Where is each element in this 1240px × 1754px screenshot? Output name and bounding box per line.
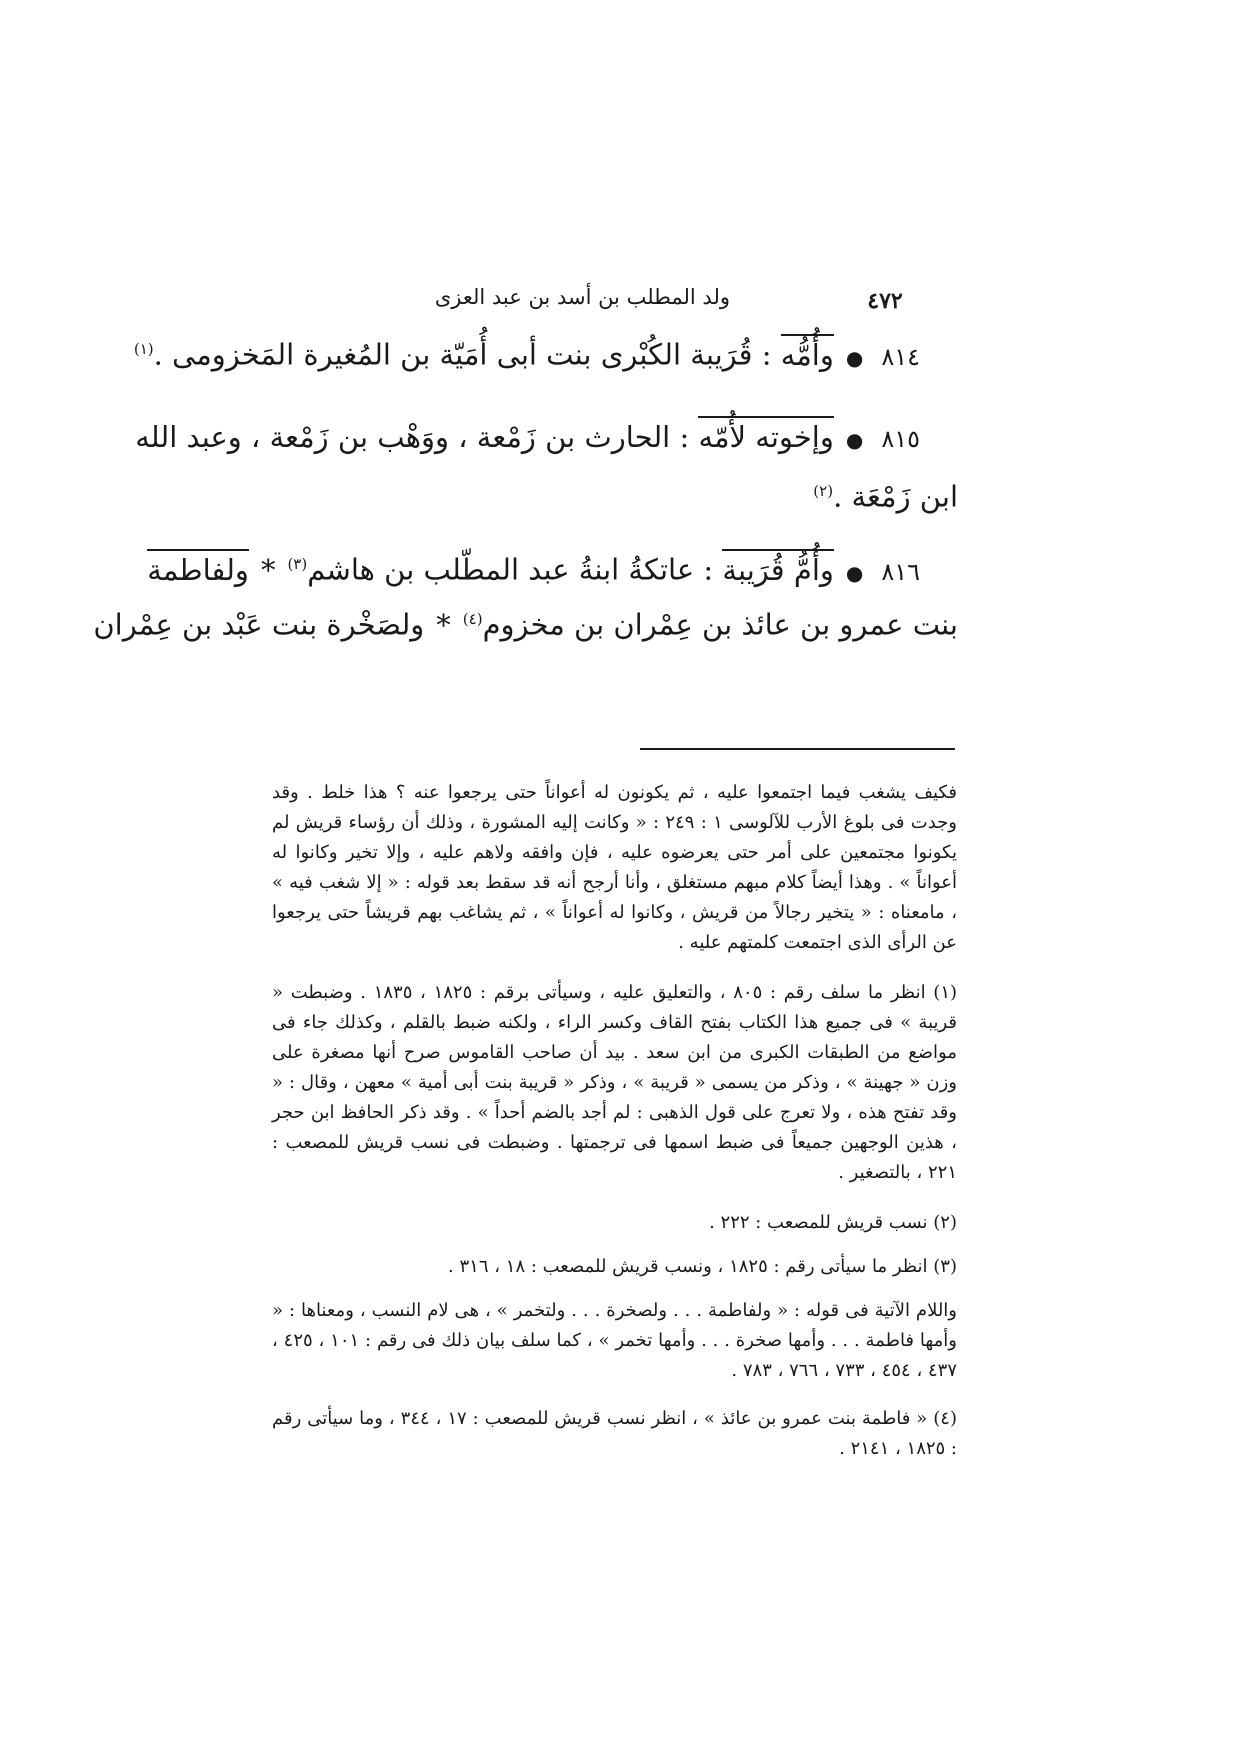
entry-tail: ولفاطمة — [147, 549, 249, 587]
entry-text: : قُرَيبة الكُبْرى بنت أبى أُمَيّة بن المُغيرة المَخزومى . — [153, 337, 772, 372]
bullet-icon: ● — [845, 428, 864, 452]
bullet-icon: ● — [845, 560, 864, 585]
entry-text: بنت عمرو بن عائذ بن عِمْران بن مخزوم — [482, 607, 958, 642]
entry-label: وأُمُّه — [781, 334, 834, 372]
entry-text: : الحارث بن زَمْعة ، ووَهْب بن زَمْعة ، وعبد الله — [135, 420, 690, 454]
footnote-3-continuation: واللام الآتية فى قوله : « ولفاطمة . . . ولصخرة . . . ولتخمر » ، هى لام النسب ، ومعناها : « وأمها فاطمة . . . وأمها صخرة . . . وأمها تخمر » ، كما سلف بيان ذلك فى رقم : ١٠١ ، ٤٢٥ ، ٤٣٧ ، ٤٥٤ ، ٧٣٣ ، ٧٦٦ ، ٧٨٣ . — [272, 1300, 957, 1381]
footnote-continuation: فكيف يشغب فيما اجتمعوا عليه ، ثم يكونون له أعواناً حتى يرجعوا عنه ؟ هذا خلط . وقد وجدت فى بلوغ الأرب للآلوسى ١ : ٢٤٩ : « وكانت إليه المشورة ، وذلك أن رؤساء قريش لم يكونوا مجتمعين على أمر حتى يعرضوه عليه ، فإن وافقه ولاهم عليه ، وإلا تخير وكانوا له أعواناً » . وهذا أيضاً كلام مبهم مستغلق ، وأنا أرجح أنه قد سقط بعد قوله : « إلا شغب فيه » ، مامعناه : « يتخير رجالاً من قريش ، وكانوا له أعواناً » ، ثم يشاغب بهم قريشاً حتى يرجعوا عن الرأى الذى اجتمعت كلمتهم عليه . — [272, 782, 958, 953]
footnote-2: (٢) نسب قريش للمصعب : ٢٢٢ . — [709, 1212, 957, 1233]
separator-star: * — [436, 607, 451, 642]
entry-816-line2 — [93, 590, 958, 654]
footnote-marker: (٣) — [287, 555, 308, 573]
entry-text: ابن زَمْعَة . — [833, 479, 958, 514]
footnote-divider — [640, 748, 955, 750]
entry-text: : عاتكةُ ابنةُ عبد المطّلب بن هاشم — [307, 552, 714, 587]
footnote-1: (١) انظر ما سلف رقم : ٨٠٥ ، والتعليق عليه ، وسيأتى برقم : ١٨٢٥ ، ١٨٣٥ . وضبطت « قريبة » فى جميع هذا الكتاب بفتح القاف وكسر الراء ، ولكنه ضبط بالقلم ، وكذلك جاء فى مواضع من الطبقات الكبرى من ابن سعد . بيد أن صاحب القاموس صرح أنها مصغرة على وزن « جهينة » ، وذكر من يسمى « قريبة » ، وذكر « قريبة بنت أبى أمية » معهن ، وقال : « وقد تفتح هذه ، ولا تعرج على قول الذهبى : لم أجد بالضم أحداً » . وقد ذكر الحافظ ابن حجر ، هذين الوجهين جميعاً فى ضبط اسمها فى ترجمتها . وضبطت فى نسب قريش للمصعب : ٢٢١ ، بالتصغير . — [272, 982, 958, 1183]
entry-tail: ولصَخْرة بنت عَبْد بن عِمْران — [93, 607, 425, 642]
entry-815 — [135, 408, 920, 469]
footnote-3: (٣) انظر ما سيأتى رقم : ١٨٢٥ ، ونسب قريش للمصعب : ١٨ ، ٣١٦ . — [448, 1256, 957, 1277]
entry-814 — [134, 320, 920, 387]
footnote-marker: (١) — [133, 340, 154, 358]
footnote-marker: (٤) — [462, 610, 483, 628]
entry-number: ٨١٦ — [881, 557, 920, 586]
entry-number: ٨١٥ — [881, 425, 920, 453]
separator-star: * — [260, 552, 276, 587]
entry-label: وإخوته لأُمّه — [698, 416, 833, 454]
page-number: ٤٧٢ — [867, 288, 903, 314]
footnote-4: (٤) « فاطمة بنت عمرو بن عائذ » ، انظر نسب قريش للمصعب : ١٧ ، ٣٤٤ ، وما سيأتى رقم : ١٨٢٥ ، ٢١٤١ . — [272, 1408, 957, 1459]
entry-number: ٨١٤ — [881, 342, 920, 371]
entry-815-line2 — [813, 462, 958, 526]
bullet-icon: ● — [845, 345, 864, 370]
running-header-title: ولد المطلب بن أسد بن عبد العزى — [434, 285, 730, 309]
footnote-marker: (٢) — [813, 482, 834, 500]
entry-label: وأُمُّ قُرَيبة — [722, 549, 833, 587]
